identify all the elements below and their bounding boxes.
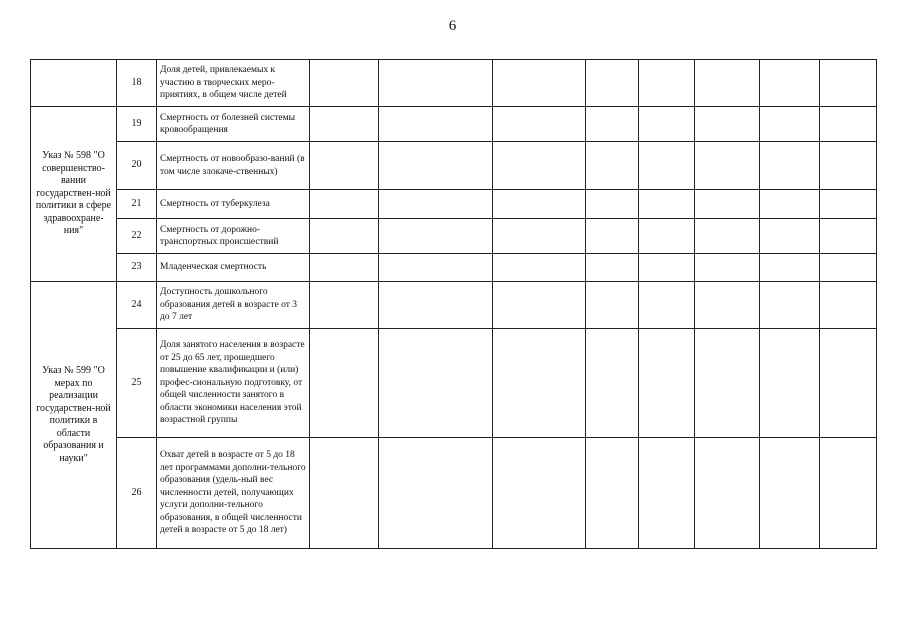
indicator-cell: Младенческая смертность — [157, 254, 310, 282]
indicator-cell: Смертность от туберкулеза — [157, 190, 310, 219]
indicators-table — [30, 59, 877, 549]
data-cell — [639, 60, 695, 107]
data-cell — [639, 142, 695, 190]
data-cell — [695, 282, 760, 329]
data-cell — [820, 329, 877, 438]
group-cell-decree-599: Указ № 599 "О мерах по реализации государствен-ной политики в области образования и науки" — [31, 282, 117, 549]
data-cell — [760, 219, 820, 254]
data-cell — [820, 282, 877, 329]
table-row — [31, 142, 877, 190]
data-cell — [820, 142, 877, 190]
data-cell — [310, 438, 379, 549]
data-cell — [695, 219, 760, 254]
data-cell — [310, 254, 379, 282]
group-cell-continued — [31, 60, 117, 107]
data-cell — [586, 329, 639, 438]
data-cell — [695, 60, 760, 107]
data-cell — [493, 190, 586, 219]
data-cell — [760, 254, 820, 282]
data-cell — [493, 60, 586, 107]
data-cell — [820, 254, 877, 282]
data-cell — [639, 219, 695, 254]
data-cell — [310, 329, 379, 438]
data-cell — [310, 60, 379, 107]
data-cell — [586, 282, 639, 329]
data-cell — [379, 438, 493, 549]
data-cell — [695, 438, 760, 549]
data-cell — [310, 190, 379, 219]
table-row — [31, 107, 877, 142]
data-cell — [695, 329, 760, 438]
data-cell — [760, 142, 820, 190]
data-cell — [820, 190, 877, 219]
data-cell — [639, 190, 695, 219]
row-number: 20 — [117, 142, 157, 190]
indicator-cell: Доступность дошкольного образования детей в возрасте от 3 до 7 лет — [157, 282, 310, 329]
data-cell — [695, 190, 760, 219]
page-number: 6 — [448, 18, 457, 34]
table-row — [31, 329, 877, 438]
row-number: 25 — [117, 329, 157, 438]
data-cell — [379, 142, 493, 190]
table-row — [31, 438, 877, 549]
data-cell — [760, 107, 820, 142]
data-cell — [820, 219, 877, 254]
row-number: 24 — [117, 282, 157, 329]
data-cell — [379, 282, 493, 329]
data-cell — [820, 438, 877, 549]
data-cell — [310, 142, 379, 190]
data-cell — [493, 282, 586, 329]
data-cell — [493, 142, 586, 190]
data-cell — [586, 60, 639, 107]
data-cell — [493, 219, 586, 254]
data-cell — [639, 282, 695, 329]
table-row — [31, 282, 877, 329]
data-cell — [586, 254, 639, 282]
data-cell — [639, 438, 695, 549]
data-cell — [379, 329, 493, 438]
data-cell — [639, 107, 695, 142]
table-row — [31, 254, 877, 282]
table-row — [31, 60, 877, 107]
row-number: 23 — [117, 254, 157, 282]
data-cell — [586, 190, 639, 219]
data-cell — [695, 107, 760, 142]
data-cell — [760, 438, 820, 549]
data-cell — [379, 60, 493, 107]
data-cell — [379, 254, 493, 282]
data-cell — [310, 219, 379, 254]
data-cell — [760, 190, 820, 219]
table-row — [31, 219, 877, 254]
indicator-cell: Смертность от дорожно-транспортных происшествий — [157, 219, 310, 254]
data-cell — [586, 438, 639, 549]
data-cell — [820, 60, 877, 107]
data-cell — [379, 219, 493, 254]
data-cell — [760, 329, 820, 438]
data-cell — [639, 329, 695, 438]
row-number: 26 — [117, 438, 157, 549]
data-cell — [586, 107, 639, 142]
data-cell — [820, 107, 877, 142]
data-cell — [695, 254, 760, 282]
data-cell — [493, 254, 586, 282]
data-cell — [586, 142, 639, 190]
row-number: 19 — [117, 107, 157, 142]
indicator-cell: Смертность от новообразо-ваний (в том числе злокаче-ственных) — [157, 142, 310, 190]
data-cell — [379, 107, 493, 142]
indicator-cell: Доля занятого населения в возрасте от 25 до 65 лет, прошедшего повышение квалификации и (или) профес-сиональную подготовку, от общей численности занятого в области экономики населения этой возрастной группы — [157, 329, 310, 438]
data-cell — [493, 438, 586, 549]
data-cell — [760, 282, 820, 329]
data-cell — [310, 282, 379, 329]
data-cell — [379, 190, 493, 219]
row-number: 18 — [117, 60, 157, 107]
data-cell — [760, 60, 820, 107]
data-cell — [639, 254, 695, 282]
table-row — [31, 190, 877, 219]
indicator-cell: Смертность от болезней системы кровообращения — [157, 107, 310, 142]
data-cell — [586, 219, 639, 254]
indicator-cell: Доля детей, привлекаемых к участию в творческих меро-приятиях, в общем числе детей — [157, 60, 310, 107]
data-cell — [493, 107, 586, 142]
indicator-cell: Охват детей в возрасте от 5 до 18 лет программами дополни-тельного образования (удель-ный вес численности детей, получающих услуги дополни-тельного образования, в общей численности детей в возрасте от 5 до 18 лет) — [157, 438, 310, 549]
data-cell — [493, 329, 586, 438]
data-cell — [310, 107, 379, 142]
group-cell-decree-598: Указ № 598 "О совершенство-вании государствен-ной политики в сфере здравоохране-ния" — [31, 107, 117, 282]
data-cell — [695, 142, 760, 190]
row-number: 22 — [117, 219, 157, 254]
row-number: 21 — [117, 190, 157, 219]
